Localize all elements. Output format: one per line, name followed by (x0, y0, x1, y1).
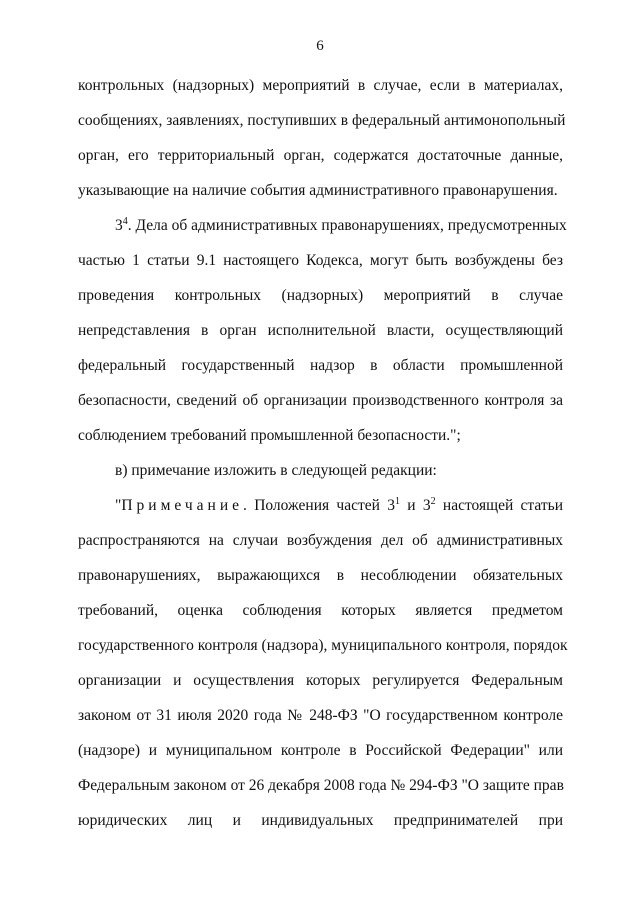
superscript: 1 (394, 496, 400, 507)
text-fragment: и 3 (399, 497, 431, 514)
text-line: правонарушениях, выражающихся в несоблюдении обязательных (78, 567, 563, 584)
text-line: Федеральным законом от 26 декабря 2008 года № 294-ФЗ "О защите прав (78, 777, 564, 794)
text-fragment: . Дела об административных правонарушениях, предусмотренных (127, 217, 567, 234)
text-line: сообщениях, заявлениях, поступивших в федеральный антимонопольный (78, 112, 566, 129)
text-line: орган, его территориальный орган, содержатся достаточные данные, (78, 147, 563, 164)
text-line: (надзоре) и муниципальном контроле в Российской Федерации" или (78, 742, 563, 759)
text-line: проведения контрольных (надзорных) мероприятий в случае (78, 287, 563, 304)
superscript: 2 (430, 496, 436, 507)
text-line: организации и осуществления которых регулируется Федеральным (78, 672, 563, 689)
text-line: законом от 31 июля 2020 года № 248-ФЗ "О государственном контроле (78, 707, 563, 724)
note-paragraph-start (115, 496, 563, 516)
text-fragment: . Положения частей 3 (243, 497, 395, 514)
text-line: в) примечание изложить в следующей редакции: (115, 462, 437, 479)
text-line: юридических лиц и индивидуальных предпринимателей при (78, 812, 563, 829)
note-heading: Примечание (121, 497, 244, 514)
article-number: 3 (115, 217, 123, 234)
text-line: непредставления в орган исполнительной власти, осуществляющий (78, 322, 563, 339)
text-line: контрольных (надзорных) мероприятий в случае, если в материалах, (78, 77, 563, 94)
text-line: федеральный государственный надзор в области промышленной (78, 357, 563, 374)
page-number: 6 (316, 38, 324, 54)
text-line: указывающие на наличие события административного правонарушения. (78, 182, 558, 199)
text-line: безопасности, сведений об организации производственного контроля за (78, 392, 563, 409)
text-line: государственного контроля (надзора), муниципального контроля, порядок (78, 637, 568, 654)
superscript: 4 (122, 216, 128, 227)
text-line: требований, оценка соблюдения которых является предметом (78, 602, 563, 619)
quote-mark: " (115, 497, 122, 514)
paragraph-3-4-start (115, 216, 567, 236)
text-line: частью 1 статьи 9.1 настоящего Кодекса, могут быть возбуждены без (78, 252, 563, 269)
text-line: соблюдением требований промышленной безопасности."; (78, 427, 461, 444)
text-line: распространяются на случаи возбуждения дел об административных (78, 532, 563, 549)
text-fragment: настоящей статьи (435, 497, 563, 514)
